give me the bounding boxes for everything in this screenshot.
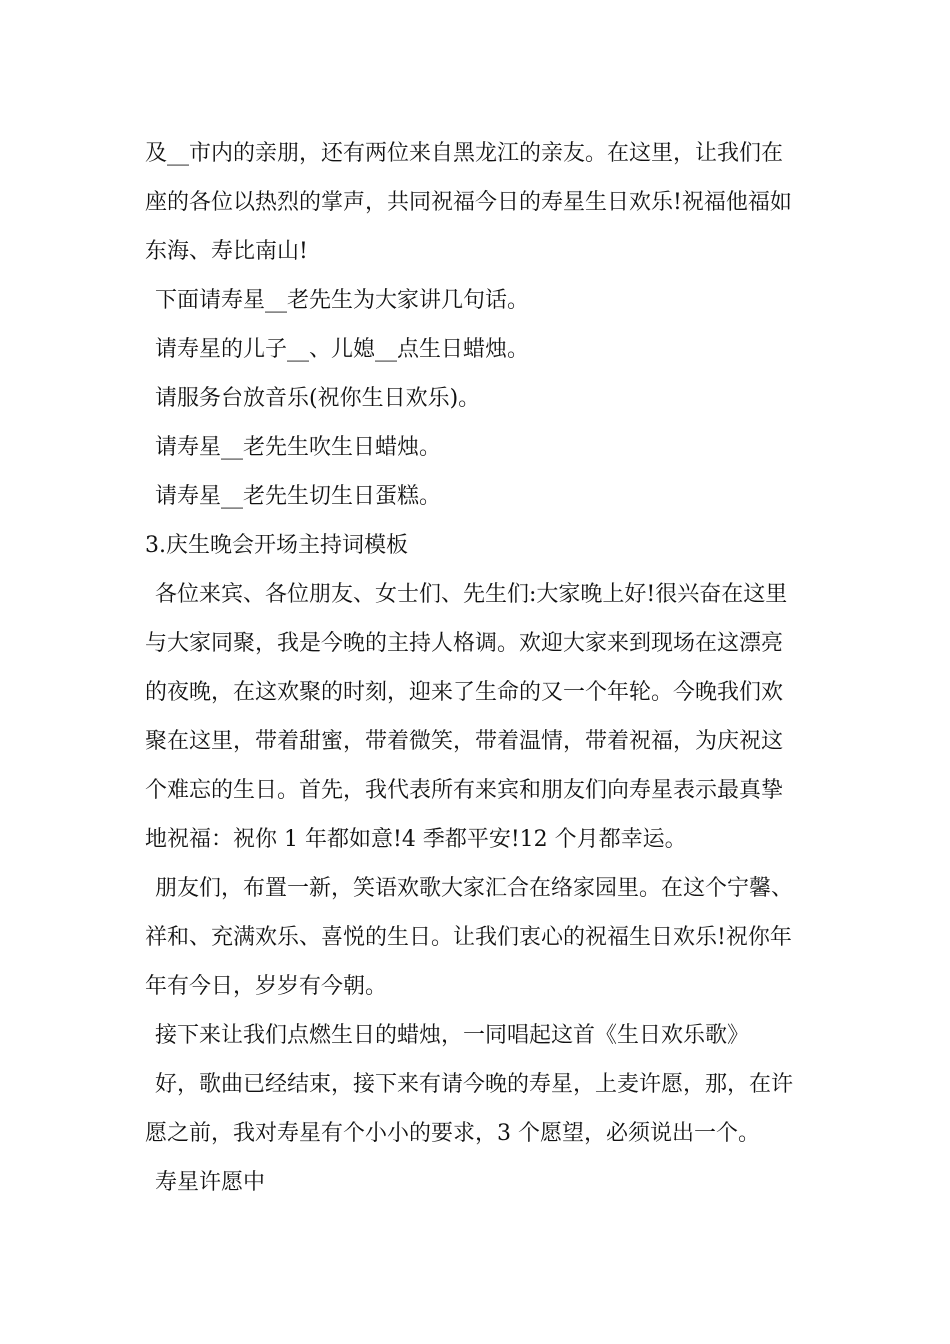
text-line: 各位来宾、各位朋友、女士们、先生们:大家晚上好!很兴奋在这里 [155,582,788,607]
text-line: 座的各位以热烈的掌声，共同祝福今日的寿星生日欢乐!祝福他福如 [145,190,792,215]
text-line: 个难忘的生日。首先，我代表所有来宾和朋友们向寿星表示最真挚 [145,778,784,803]
text-line: 及__市内的亲朋，还有两位来自黑龙江的亲友。在这里，让我们在 [145,141,784,166]
section-heading: 3.庆生晚会开场主持词模板 [145,533,408,558]
music-instruction: 请服务台放音乐(祝你生日欢乐)。 [155,386,481,411]
text-line: 与大家同聚，我是今晚的主持人格调。欢迎大家来到现场在这漂亮 [145,631,784,656]
text-line: 祥和、充满欢乐、喜悦的生日。让我们衷心的祝福生日欢乐!祝你年 [145,925,792,950]
text-line: 年有今日，岁岁有今朝。 [145,974,388,999]
blow-candles-instruction: 请寿星__老先生吹生日蜡烛。 [155,435,442,460]
cut-cake-instruction: 请寿星__老先生切生日蛋糕。 [155,484,442,509]
text-line: 东海、寿比南山! [145,239,308,264]
text-line: 好，歌曲已经结束，接下来有请今晚的寿星，上麦许愿，那，在许 [155,1072,794,1097]
song-instruction: 接下来让我们点燃生日的蜡烛，一同唱起这首《生日欢乐歌》 [155,1023,750,1048]
paragraph-welcome [145,570,811,864]
text-line: 的夜晚，在这欢聚的时刻，迎来了生命的又一个年轮。今晚我们欢 [145,680,784,705]
light-candles-instruction: 请寿星的儿子__、儿媳__点生日蜡烛。 [155,337,530,362]
document-body [145,129,811,1207]
text-line: 聚在这里，带着甜蜜，带着微笑，带着温情，带着祝福，为庆祝这 [145,729,784,754]
paragraph-wish [145,1060,811,1158]
text-line: 地祝福：祝你 1 年都如意!4 季都平安!12 个月都幸运。 [145,827,687,852]
text-line: 朋友们，布置一新，笑语欢歌大家汇合在络家园里。在这个宁馨、 [155,876,794,901]
text-line: 愿之前，我对寿星有个小小的要求，3 个愿望，必须说出一个。 [145,1121,760,1146]
paragraph-friends [145,864,811,1011]
speech-instruction: 下面请寿星__老先生为大家讲几句话。 [155,288,530,313]
wishing-status: 寿星许愿中 [155,1170,266,1195]
paragraph-guests [145,129,811,276]
